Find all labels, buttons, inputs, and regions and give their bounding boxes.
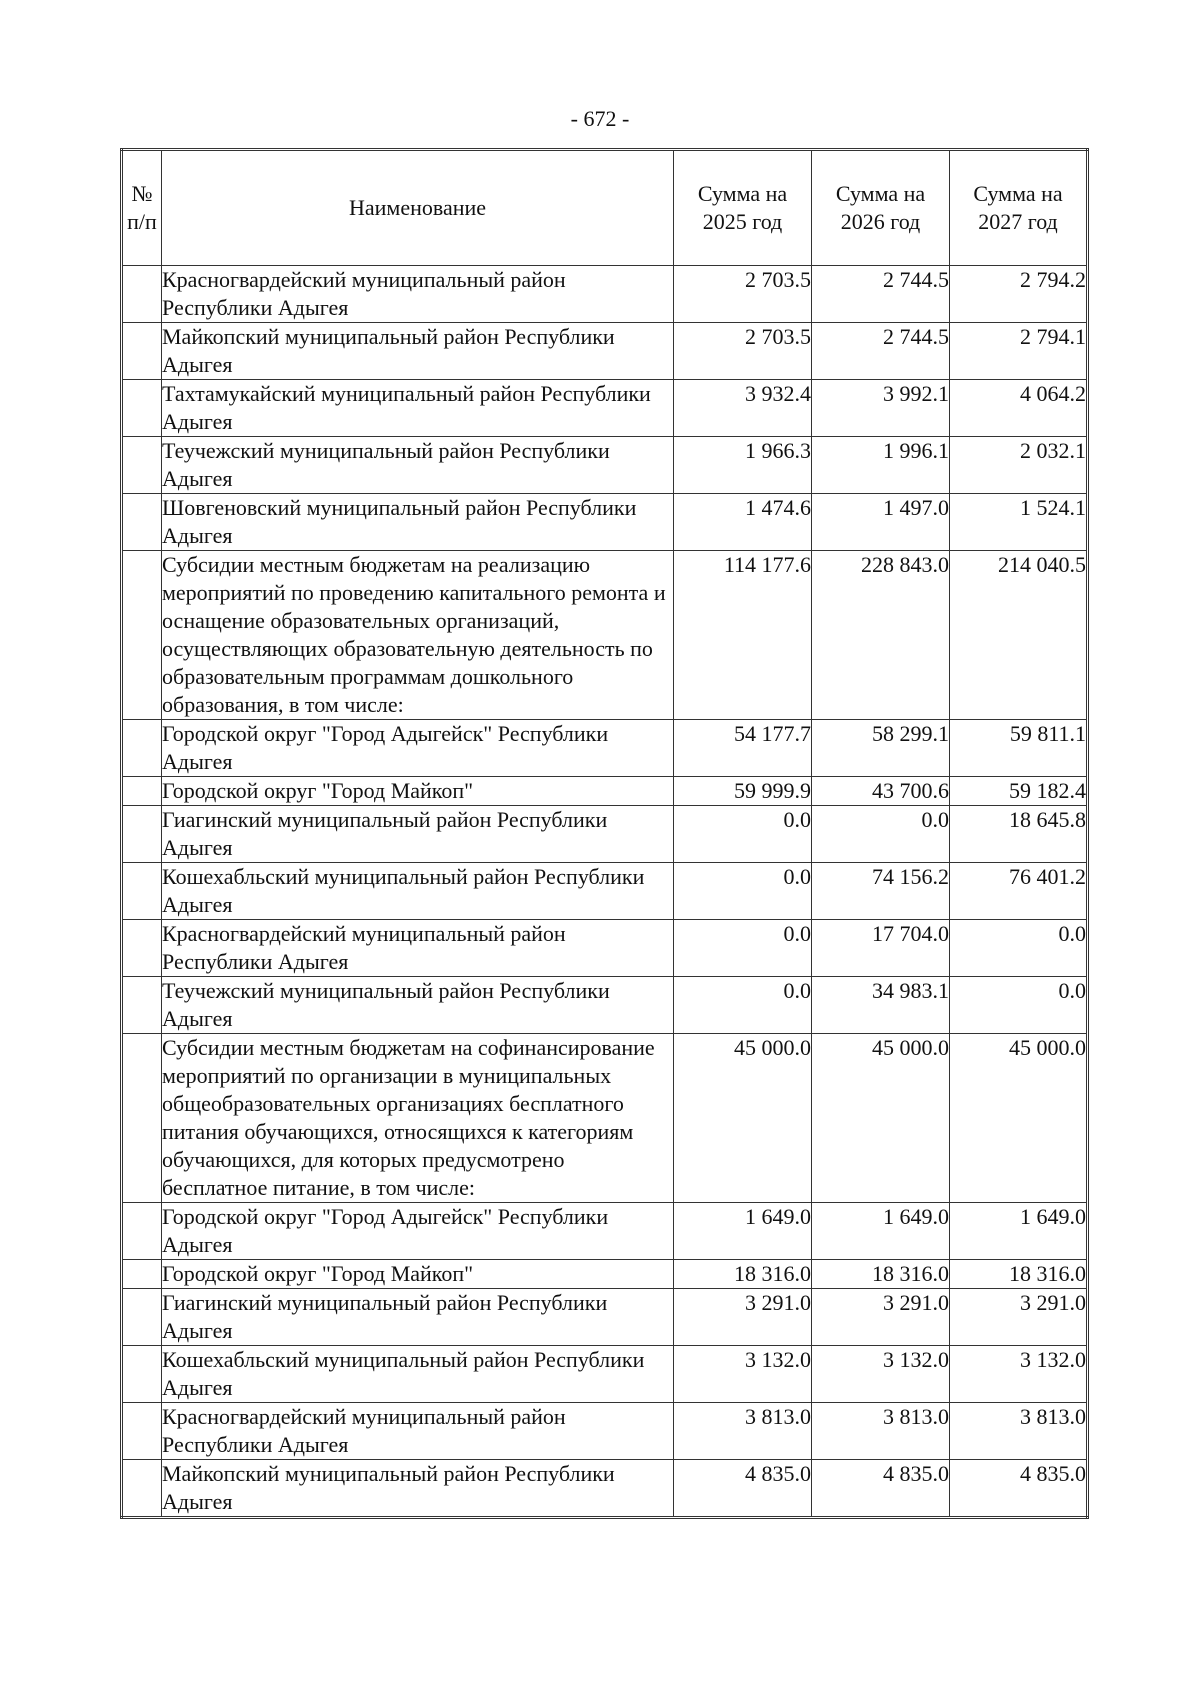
row-name-cell: Городской округ "Город Адыгейск" Республики Адыгея — [162, 1203, 674, 1260]
row-name-cell: Городской округ "Город Майкоп" — [162, 1260, 674, 1289]
row-number-cell — [122, 920, 162, 977]
table-row — [122, 977, 1088, 1034]
page-number: - 672 - — [570, 106, 630, 131]
row-name-cell: Тахтамукайский муниципальный район Республики Адыгея — [162, 380, 674, 437]
row-sum-2025-cell: 0.0 — [674, 806, 812, 863]
row-sum-2026-cell: 2 744.5 — [812, 323, 950, 380]
row-sum-2025-cell: 0.0 — [674, 977, 812, 1034]
row-sum-2025-cell: 4 835.0 — [674, 1460, 812, 1518]
header-name: Наименование — [162, 150, 674, 266]
row-number-cell — [122, 437, 162, 494]
row-sum-2026-cell: 228 843.0 — [812, 551, 950, 720]
row-sum-2027-cell: 214 040.5 — [950, 551, 1088, 720]
table-row — [122, 551, 1088, 720]
row-number-cell — [122, 1460, 162, 1518]
header-sum-2025: Сумма на 2025 год — [674, 150, 812, 266]
table-row — [122, 806, 1088, 863]
header-num: № п/п — [122, 150, 162, 266]
row-sum-2027-cell: 3 132.0 — [950, 1346, 1088, 1403]
table-row — [122, 1346, 1088, 1403]
row-sum-2026-cell: 1 996.1 — [812, 437, 950, 494]
row-sum-2026-cell: 45 000.0 — [812, 1034, 950, 1203]
row-sum-2025-cell: 1 966.3 — [674, 437, 812, 494]
row-sum-2026-cell: 3 813.0 — [812, 1403, 950, 1460]
row-name-cell: Теучежский муниципальный район Республики Адыгея — [162, 437, 674, 494]
row-number-cell — [122, 1034, 162, 1203]
row-sum-2027-cell: 76 401.2 — [950, 863, 1088, 920]
row-sum-2027-cell: 1 649.0 — [950, 1203, 1088, 1260]
row-sum-2027-cell: 45 000.0 — [950, 1034, 1088, 1203]
row-number-cell — [122, 1346, 162, 1403]
row-sum-2026-cell: 18 316.0 — [812, 1260, 950, 1289]
row-sum-2027-cell: 2 794.1 — [950, 323, 1088, 380]
row-number-cell — [122, 1203, 162, 1260]
row-name-cell: Гиагинский муниципальный район Республики Адыгея — [162, 806, 674, 863]
row-name-cell: Теучежский муниципальный район Республики Адыгея — [162, 977, 674, 1034]
row-sum-2025-cell: 2 703.5 — [674, 266, 812, 323]
row-sum-2027-cell: 2 794.2 — [950, 266, 1088, 323]
row-sum-2027-cell: 1 524.1 — [950, 494, 1088, 551]
row-sum-2025-cell: 3 813.0 — [674, 1403, 812, 1460]
row-name-cell: Кошехабльский муниципальный район Республики Адыгея — [162, 1346, 674, 1403]
table-row — [122, 494, 1088, 551]
table-row — [122, 266, 1088, 323]
row-sum-2026-cell: 1 497.0 — [812, 494, 950, 551]
row-number-cell — [122, 551, 162, 720]
table-row — [122, 1034, 1088, 1203]
row-sum-2025-cell: 114 177.6 — [674, 551, 812, 720]
row-name-cell: Субсидии местным бюджетам на реализацию мероприятий по проведению капитального ремонта и оснащение образовательных организаций, осуществляющих образовательную деятельность по образовательным программам дошкольного образования, в том числе: — [162, 551, 674, 720]
row-sum-2027-cell: 59 182.4 — [950, 777, 1088, 806]
row-name-cell: Майкопский муниципальный район Республики Адыгея — [162, 323, 674, 380]
row-sum-2025-cell: 0.0 — [674, 920, 812, 977]
row-name-cell: Шовгеновский муниципальный район Республики Адыгея — [162, 494, 674, 551]
row-name-cell: Субсидии местным бюджетам на софинансирование мероприятий по организации в муниципальных общеобразовательных организациях бесплатного питания обучающихся, относящихся к категориям обучающихся, для которых предусмотрено бесплатное питание, в том числе: — [162, 1034, 674, 1203]
row-sum-2025-cell: 3 291.0 — [674, 1289, 812, 1346]
row-number-cell — [122, 1403, 162, 1460]
row-sum-2025-cell: 0.0 — [674, 863, 812, 920]
table-row — [122, 380, 1088, 437]
row-sum-2027-cell: 18 316.0 — [950, 1260, 1088, 1289]
row-sum-2025-cell: 3 132.0 — [674, 1346, 812, 1403]
row-number-cell — [122, 266, 162, 323]
row-sum-2026-cell: 74 156.2 — [812, 863, 950, 920]
row-name-cell: Красногвардейский муниципальный район Республики Адыгея — [162, 266, 674, 323]
row-sum-2027-cell: 4 064.2 — [950, 380, 1088, 437]
budget-table — [120, 148, 1089, 1519]
table-row — [122, 1260, 1088, 1289]
row-sum-2026-cell: 34 983.1 — [812, 977, 950, 1034]
row-sum-2026-cell: 3 992.1 — [812, 380, 950, 437]
table-row — [122, 1403, 1088, 1460]
row-number-cell — [122, 977, 162, 1034]
row-number-cell — [122, 720, 162, 777]
row-number-cell — [122, 863, 162, 920]
row-sum-2026-cell: 58 299.1 — [812, 720, 950, 777]
row-name-cell: Красногвардейский муниципальный район Республики Адыгея — [162, 920, 674, 977]
table-row — [122, 920, 1088, 977]
row-name-cell: Гиагинский муниципальный район Республики Адыгея — [162, 1289, 674, 1346]
table-header-row — [122, 150, 1088, 266]
row-sum-2025-cell: 1 474.6 — [674, 494, 812, 551]
row-sum-2026-cell: 4 835.0 — [812, 1460, 950, 1518]
row-sum-2026-cell: 43 700.6 — [812, 777, 950, 806]
row-sum-2025-cell: 59 999.9 — [674, 777, 812, 806]
row-number-cell — [122, 323, 162, 380]
row-name-cell: Городской округ "Город Майкоп" — [162, 777, 674, 806]
row-sum-2025-cell: 18 316.0 — [674, 1260, 812, 1289]
row-sum-2025-cell: 45 000.0 — [674, 1034, 812, 1203]
row-sum-2027-cell: 18 645.8 — [950, 806, 1088, 863]
row-number-cell — [122, 1289, 162, 1346]
row-sum-2025-cell: 54 177.7 — [674, 720, 812, 777]
row-number-cell — [122, 806, 162, 863]
row-sum-2025-cell: 1 649.0 — [674, 1203, 812, 1260]
row-number-cell — [122, 494, 162, 551]
row-name-cell: Красногвардейский муниципальный район Республики Адыгея — [162, 1403, 674, 1460]
row-number-cell — [122, 1260, 162, 1289]
table-row — [122, 1203, 1088, 1260]
row-sum-2027-cell: 3 291.0 — [950, 1289, 1088, 1346]
table-row — [122, 1460, 1088, 1518]
table-row — [122, 437, 1088, 494]
row-sum-2026-cell: 0.0 — [812, 806, 950, 863]
table-row — [122, 777, 1088, 806]
table-row — [122, 720, 1088, 777]
row-number-cell — [122, 777, 162, 806]
row-sum-2026-cell: 1 649.0 — [812, 1203, 950, 1260]
row-sum-2027-cell: 0.0 — [950, 920, 1088, 977]
table-row — [122, 863, 1088, 920]
row-sum-2027-cell: 59 811.1 — [950, 720, 1088, 777]
row-name-cell: Майкопский муниципальный район Республики Адыгея — [162, 1460, 674, 1518]
row-sum-2026-cell: 2 744.5 — [812, 266, 950, 323]
row-sum-2026-cell: 3 132.0 — [812, 1346, 950, 1403]
table-row — [122, 323, 1088, 380]
header-sum-2026: Сумма на 2026 год — [812, 150, 950, 266]
row-sum-2026-cell: 17 704.0 — [812, 920, 950, 977]
row-sum-2027-cell: 3 813.0 — [950, 1403, 1088, 1460]
row-name-cell: Городской округ "Город Адыгейск" Республики Адыгея — [162, 720, 674, 777]
row-number-cell — [122, 380, 162, 437]
row-sum-2027-cell: 4 835.0 — [950, 1460, 1088, 1518]
row-sum-2027-cell: 0.0 — [950, 977, 1088, 1034]
row-sum-2026-cell: 3 291.0 — [812, 1289, 950, 1346]
row-sum-2025-cell: 2 703.5 — [674, 323, 812, 380]
header-sum-2027: Сумма на 2027 год — [950, 150, 1088, 266]
row-sum-2027-cell: 2 032.1 — [950, 437, 1088, 494]
row-sum-2025-cell: 3 932.4 — [674, 380, 812, 437]
row-name-cell: Кошехабльский муниципальный район Республики Адыгея — [162, 863, 674, 920]
table-row — [122, 1289, 1088, 1346]
